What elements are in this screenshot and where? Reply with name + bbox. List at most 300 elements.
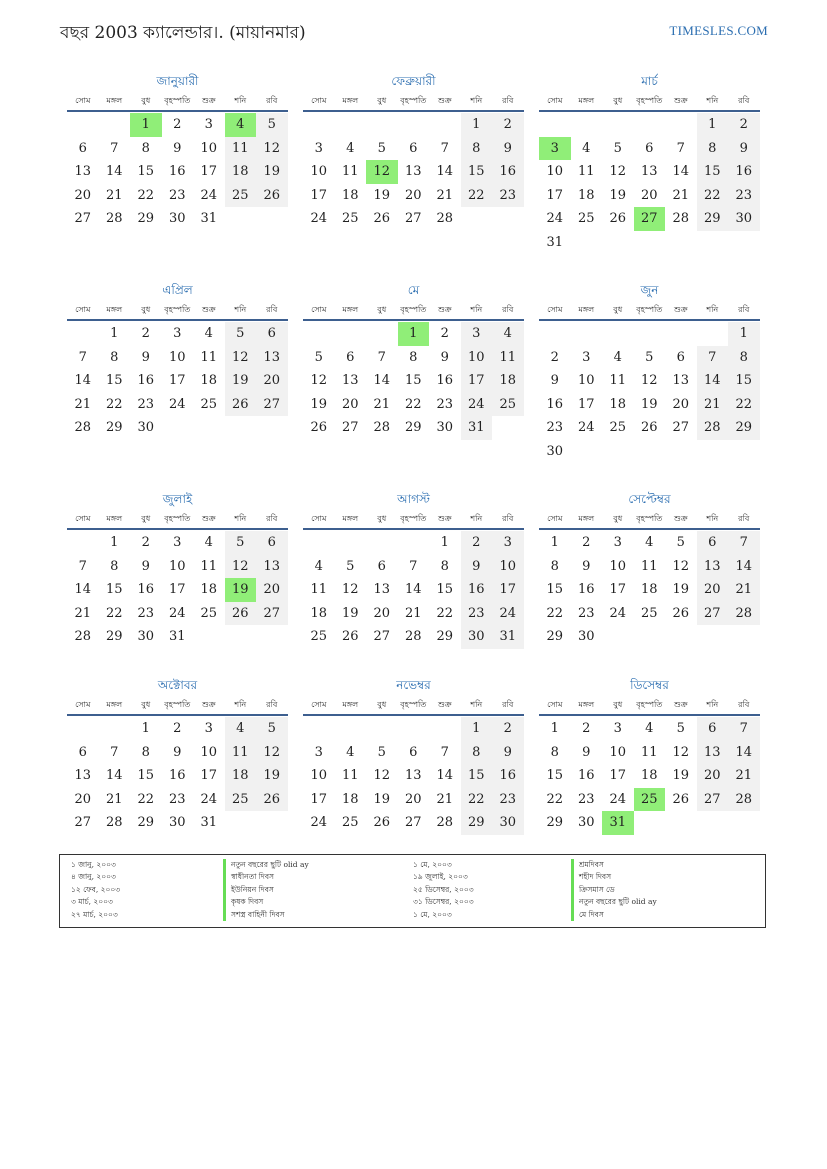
day-cell[interactable]: 29 [404, 420, 422, 436]
day-cell[interactable]: 8 [110, 558, 119, 574]
day-cell[interactable]: 19 [609, 187, 627, 203]
day-cell[interactable]: 4 [204, 326, 213, 341]
day-cell[interactable]: 23 [137, 605, 155, 621]
day-cell[interactable]: 3 [461, 322, 493, 346]
day-cell[interactable]: 12 [225, 555, 257, 579]
day-cell[interactable]: 22 [546, 605, 564, 621]
day-cell[interactable]: 27 [256, 393, 288, 417]
day-cell[interactable]: 1 [440, 535, 449, 550]
holiday-day[interactable]: 31 [602, 811, 634, 835]
brand-link[interactable]: TIMESLES.COM [669, 23, 768, 38]
day-cell[interactable]: 9 [728, 137, 760, 161]
day-cell[interactable]: 16 [546, 396, 564, 412]
day-cell[interactable]: 12 [225, 346, 257, 370]
day-cell[interactable]: 13 [256, 346, 288, 370]
day-cell[interactable]: 18 [640, 768, 658, 784]
day-cell[interactable]: 3 [173, 535, 182, 550]
day-cell[interactable]: 5 [645, 349, 654, 365]
day-cell[interactable]: 22 [546, 791, 564, 807]
day-cell[interactable]: 19 [225, 369, 257, 393]
day-cell[interactable]: 14 [728, 555, 760, 579]
day-cell[interactable]: 26 [256, 788, 288, 812]
day-cell[interactable]: 24 [609, 791, 627, 807]
day-cell[interactable]: 24 [168, 396, 186, 412]
day-cell[interactable]: 24 [609, 605, 627, 621]
day-cell[interactable]: 30 [168, 211, 186, 227]
day-cell[interactable]: 30 [728, 207, 760, 231]
day-cell[interactable]: 3 [613, 535, 622, 550]
day-cell[interactable]: 30 [137, 420, 155, 436]
day-cell[interactable]: 23 [492, 788, 524, 812]
day-cell[interactable]: 14 [728, 741, 760, 765]
day-cell[interactable]: 26 [609, 211, 627, 227]
day-cell[interactable]: 17 [168, 582, 186, 598]
day-cell[interactable]: 15 [137, 768, 155, 784]
day-cell[interactable]: 18 [609, 396, 627, 412]
day-cell[interactable]: 30 [137, 629, 155, 645]
day-cell[interactable]: 7 [78, 558, 87, 574]
day-cell[interactable]: 5 [225, 531, 257, 555]
day-cell[interactable]: 26 [672, 791, 690, 807]
day-cell[interactable]: 24 [546, 211, 564, 227]
day-cell[interactable]: 27 [404, 815, 422, 831]
day-cell[interactable]: 14 [74, 582, 92, 598]
day-cell[interactable]: 20 [672, 396, 690, 412]
day-cell[interactable]: 8 [110, 349, 119, 365]
day-cell[interactable]: 25 [200, 605, 218, 621]
day-cell[interactable]: 5 [676, 721, 685, 736]
day-cell[interactable]: 4 [645, 535, 654, 550]
day-cell[interactable]: 20 [640, 187, 658, 203]
day-cell[interactable]: 16 [168, 768, 186, 784]
day-cell[interactable]: 17 [461, 369, 493, 393]
day-cell[interactable]: 21 [697, 393, 729, 417]
day-cell[interactable]: 10 [310, 768, 328, 784]
day-cell[interactable]: 10 [546, 164, 564, 180]
day-cell[interactable]: 8 [440, 558, 449, 574]
day-cell[interactable]: 25 [577, 211, 595, 227]
day-cell[interactable]: 19 [341, 605, 359, 621]
day-cell[interactable]: 2 [582, 721, 591, 736]
day-cell[interactable]: 16 [577, 582, 595, 598]
day-cell[interactable]: 20 [256, 578, 288, 602]
day-cell[interactable]: 6 [256, 531, 288, 555]
day-cell[interactable]: 6 [676, 349, 685, 365]
day-cell[interactable]: 11 [341, 768, 359, 784]
day-cell[interactable]: 19 [310, 396, 328, 412]
day-cell[interactable]: 8 [697, 137, 729, 161]
day-cell[interactable]: 10 [461, 346, 493, 370]
day-cell[interactable]: 5 [256, 717, 288, 741]
day-cell[interactable]: 5 [676, 535, 685, 550]
day-cell[interactable]: 11 [225, 137, 257, 161]
day-cell[interactable]: 1 [110, 535, 119, 550]
day-cell[interactable]: 3 [173, 326, 182, 341]
day-cell[interactable]: 25 [609, 420, 627, 436]
day-cell[interactable]: 7 [697, 346, 729, 370]
day-cell[interactable]: 15 [461, 160, 493, 184]
day-cell[interactable]: 24 [577, 420, 595, 436]
day-cell[interactable]: 31 [200, 211, 218, 227]
day-cell[interactable]: 26 [310, 420, 328, 436]
day-cell[interactable]: 4 [314, 558, 323, 574]
day-cell[interactable]: 8 [461, 741, 493, 765]
day-cell[interactable]: 4 [346, 744, 355, 760]
day-cell[interactable]: 6 [409, 140, 418, 156]
day-cell[interactable]: 20 [74, 187, 92, 203]
day-cell[interactable]: 13 [373, 582, 391, 598]
day-cell[interactable]: 20 [404, 187, 422, 203]
day-cell[interactable]: 19 [672, 582, 690, 598]
day-cell[interactable]: 28 [697, 416, 729, 440]
day-cell[interactable]: 22 [461, 184, 493, 208]
day-cell[interactable]: 3 [314, 744, 323, 760]
day-cell[interactable]: 17 [310, 791, 328, 807]
day-cell[interactable]: 30 [546, 443, 564, 459]
day-cell[interactable]: 23 [577, 605, 595, 621]
day-cell[interactable]: 13 [341, 373, 359, 389]
day-cell[interactable]: 24 [461, 393, 493, 417]
day-cell[interactable]: 17 [200, 768, 218, 784]
day-cell[interactable]: 7 [78, 349, 87, 365]
holiday-day[interactable]: 25 [634, 788, 666, 812]
day-cell[interactable]: 25 [225, 788, 257, 812]
day-cell[interactable]: 8 [141, 744, 150, 760]
day-cell[interactable]: 9 [440, 349, 449, 365]
day-cell[interactable]: 4 [204, 535, 213, 550]
day-cell[interactable]: 13 [697, 741, 729, 765]
day-cell[interactable]: 13 [404, 164, 422, 180]
day-cell[interactable]: 10 [577, 373, 595, 389]
day-cell[interactable]: 7 [377, 349, 386, 365]
day-cell[interactable]: 13 [256, 555, 288, 579]
day-cell[interactable]: 3 [582, 349, 591, 365]
day-cell[interactable]: 16 [492, 764, 524, 788]
day-cell[interactable]: 29 [105, 420, 123, 436]
day-cell[interactable]: 29 [436, 629, 454, 645]
day-cell[interactable]: 13 [74, 768, 92, 784]
day-cell[interactable]: 8 [461, 137, 493, 161]
day-cell[interactable]: 9 [141, 558, 150, 574]
day-cell[interactable]: 25 [200, 396, 218, 412]
day-cell[interactable]: 28 [373, 420, 391, 436]
day-cell[interactable]: 16 [168, 164, 186, 180]
day-cell[interactable]: 5 [613, 140, 622, 156]
day-cell[interactable]: 31 [546, 234, 564, 250]
day-cell[interactable]: 16 [137, 582, 155, 598]
day-cell[interactable]: 29 [137, 815, 155, 831]
day-cell[interactable]: 2 [492, 113, 524, 137]
day-cell[interactable]: 23 [461, 602, 493, 626]
day-cell[interactable]: 7 [676, 140, 685, 156]
day-cell[interactable]: 18 [341, 791, 359, 807]
day-cell[interactable]: 21 [74, 605, 92, 621]
day-cell[interactable]: 17 [609, 768, 627, 784]
day-cell[interactable]: 31 [492, 625, 524, 649]
day-cell[interactable]: 14 [373, 373, 391, 389]
day-cell[interactable]: 15 [546, 582, 564, 598]
day-cell[interactable]: 2 [492, 717, 524, 741]
day-cell[interactable]: 13 [697, 555, 729, 579]
day-cell[interactable]: 29 [728, 416, 760, 440]
day-cell[interactable]: 18 [492, 369, 524, 393]
day-cell[interactable]: 2 [173, 117, 182, 132]
day-cell[interactable]: 28 [728, 602, 760, 626]
day-cell[interactable]: 27 [256, 602, 288, 626]
day-cell[interactable]: 17 [168, 373, 186, 389]
day-cell[interactable]: 9 [582, 744, 591, 760]
day-cell[interactable]: 27 [672, 420, 690, 436]
day-cell[interactable]: 26 [225, 602, 257, 626]
day-cell[interactable]: 26 [256, 184, 288, 208]
day-cell[interactable]: 6 [256, 322, 288, 346]
day-cell[interactable]: 30 [577, 629, 595, 645]
day-cell[interactable]: 13 [640, 164, 658, 180]
day-cell[interactable]: 29 [461, 811, 493, 835]
day-cell[interactable]: 21 [672, 187, 690, 203]
day-cell[interactable]: 30 [492, 811, 524, 835]
day-cell[interactable]: 2 [461, 531, 493, 555]
day-cell[interactable]: 15 [137, 164, 155, 180]
day-cell[interactable]: 18 [310, 605, 328, 621]
day-cell[interactable]: 15 [697, 160, 729, 184]
day-cell[interactable]: 7 [440, 744, 449, 760]
day-cell[interactable]: 22 [697, 184, 729, 208]
day-cell[interactable]: 19 [256, 764, 288, 788]
day-cell[interactable]: 14 [404, 582, 422, 598]
day-cell[interactable]: 2 [582, 535, 591, 550]
day-cell[interactable]: 11 [225, 741, 257, 765]
day-cell[interactable]: 16 [461, 578, 493, 602]
day-cell[interactable]: 1 [697, 113, 729, 137]
day-cell[interactable]: 30 [461, 625, 493, 649]
day-cell[interactable]: 4 [582, 140, 591, 156]
day-cell[interactable]: 20 [404, 791, 422, 807]
day-cell[interactable]: 6 [697, 717, 729, 741]
day-cell[interactable]: 8 [550, 744, 559, 760]
day-cell[interactable]: 28 [105, 815, 123, 831]
day-cell[interactable]: 29 [697, 207, 729, 231]
day-cell[interactable]: 7 [110, 140, 119, 156]
day-cell[interactable]: 21 [105, 187, 123, 203]
day-cell[interactable]: 12 [672, 744, 690, 760]
day-cell[interactable]: 7 [728, 531, 760, 555]
day-cell[interactable]: 12 [373, 768, 391, 784]
day-cell[interactable]: 30 [168, 815, 186, 831]
day-cell[interactable]: 10 [609, 558, 627, 574]
day-cell[interactable]: 21 [728, 764, 760, 788]
day-cell[interactable]: 23 [168, 187, 186, 203]
day-cell[interactable]: 24 [310, 815, 328, 831]
day-cell[interactable]: 4 [645, 721, 654, 736]
day-cell[interactable]: 8 [141, 140, 150, 156]
day-cell[interactable]: 21 [105, 791, 123, 807]
day-cell[interactable]: 20 [341, 396, 359, 412]
day-cell[interactable]: 16 [577, 768, 595, 784]
day-cell[interactable]: 18 [577, 187, 595, 203]
day-cell[interactable]: 8 [728, 346, 760, 370]
day-cell[interactable]: 27 [74, 211, 92, 227]
day-cell[interactable]: 24 [310, 211, 328, 227]
day-cell[interactable]: 29 [105, 629, 123, 645]
day-cell[interactable]: 29 [546, 815, 564, 831]
day-cell[interactable]: 4 [492, 322, 524, 346]
day-cell[interactable]: 27 [373, 629, 391, 645]
day-cell[interactable]: 7 [728, 717, 760, 741]
day-cell[interactable]: 14 [74, 373, 92, 389]
day-cell[interactable]: 10 [609, 744, 627, 760]
day-cell[interactable]: 24 [200, 791, 218, 807]
day-cell[interactable]: 22 [436, 605, 454, 621]
day-cell[interactable]: 22 [137, 791, 155, 807]
day-cell[interactable]: 17 [609, 582, 627, 598]
day-cell[interactable]: 21 [436, 187, 454, 203]
day-cell[interactable]: 15 [728, 369, 760, 393]
day-cell[interactable]: 6 [409, 744, 418, 760]
day-cell[interactable]: 24 [168, 605, 186, 621]
day-cell[interactable]: 3 [492, 531, 524, 555]
day-cell[interactable]: 30 [436, 420, 454, 436]
day-cell[interactable]: 20 [373, 605, 391, 621]
holiday-day[interactable]: 19 [225, 578, 257, 602]
day-cell[interactable]: 22 [105, 605, 123, 621]
day-cell[interactable]: 10 [492, 555, 524, 579]
day-cell[interactable]: 12 [640, 373, 658, 389]
day-cell[interactable]: 3 [204, 117, 213, 132]
day-cell[interactable]: 11 [200, 349, 218, 365]
day-cell[interactable]: 13 [404, 768, 422, 784]
day-cell[interactable]: 10 [200, 744, 218, 760]
day-cell[interactable]: 28 [74, 629, 92, 645]
holiday-day[interactable]: 12 [366, 160, 398, 184]
day-cell[interactable]: 22 [137, 187, 155, 203]
day-cell[interactable]: 11 [640, 558, 658, 574]
day-cell[interactable]: 25 [492, 393, 524, 417]
day-cell[interactable]: 18 [200, 373, 218, 389]
day-cell[interactable]: 23 [577, 791, 595, 807]
day-cell[interactable]: 7 [409, 558, 418, 574]
day-cell[interactable]: 12 [672, 558, 690, 574]
day-cell[interactable]: 24 [492, 602, 524, 626]
day-cell[interactable]: 9 [550, 373, 559, 389]
day-cell[interactable]: 19 [256, 160, 288, 184]
day-cell[interactable]: 30 [577, 815, 595, 831]
day-cell[interactable]: 14 [672, 164, 690, 180]
day-cell[interactable]: 25 [341, 815, 359, 831]
day-cell[interactable]: 17 [492, 578, 524, 602]
day-cell[interactable]: 12 [256, 137, 288, 161]
day-cell[interactable]: 10 [168, 349, 186, 365]
day-cell[interactable]: 15 [546, 768, 564, 784]
day-cell[interactable]: 5 [377, 140, 386, 156]
day-cell[interactable]: 11 [341, 164, 359, 180]
day-cell[interactable]: 11 [640, 744, 658, 760]
day-cell[interactable]: 22 [404, 396, 422, 412]
day-cell[interactable]: 26 [373, 211, 391, 227]
day-cell[interactable]: 22 [728, 393, 760, 417]
day-cell[interactable]: 9 [141, 349, 150, 365]
day-cell[interactable]: 20 [697, 578, 729, 602]
day-cell[interactable]: 23 [137, 396, 155, 412]
day-cell[interactable]: 5 [256, 113, 288, 137]
day-cell[interactable]: 23 [492, 184, 524, 208]
day-cell[interactable]: 27 [404, 211, 422, 227]
day-cell[interactable]: 4 [346, 140, 355, 156]
day-cell[interactable]: 5 [314, 349, 323, 365]
day-cell[interactable]: 19 [373, 791, 391, 807]
day-cell[interactable]: 15 [404, 373, 422, 389]
holiday-day[interactable]: 4 [225, 113, 257, 137]
holiday-day[interactable]: 3 [539, 137, 571, 161]
day-cell[interactable]: 9 [492, 137, 524, 161]
day-cell[interactable]: 21 [728, 578, 760, 602]
day-cell[interactable]: 26 [225, 393, 257, 417]
day-cell[interactable]: 23 [546, 420, 564, 436]
day-cell[interactable]: 8 [550, 558, 559, 574]
day-cell[interactable]: 22 [461, 788, 493, 812]
day-cell[interactable]: 7 [110, 744, 119, 760]
day-cell[interactable]: 26 [373, 815, 391, 831]
day-cell[interactable]: 31 [168, 629, 186, 645]
day-cell[interactable]: 1 [141, 721, 150, 736]
day-cell[interactable]: 31 [461, 416, 493, 440]
day-cell[interactable]: 10 [200, 140, 218, 156]
day-cell[interactable]: 12 [341, 582, 359, 598]
day-cell[interactable]: 28 [728, 788, 760, 812]
day-cell[interactable]: 28 [436, 211, 454, 227]
day-cell[interactable]: 6 [78, 744, 87, 760]
day-cell[interactable]: 15 [105, 373, 123, 389]
day-cell[interactable]: 10 [310, 164, 328, 180]
day-cell[interactable]: 21 [373, 396, 391, 412]
day-cell[interactable]: 18 [341, 187, 359, 203]
day-cell[interactable]: 2 [141, 326, 150, 341]
day-cell[interactable]: 13 [74, 164, 92, 180]
day-cell[interactable]: 6 [346, 349, 355, 365]
day-cell[interactable]: 29 [137, 211, 155, 227]
day-cell[interactable]: 17 [546, 187, 564, 203]
day-cell[interactable]: 12 [256, 741, 288, 765]
day-cell[interactable]: 23 [436, 396, 454, 412]
day-cell[interactable]: 10 [168, 558, 186, 574]
day-cell[interactable]: 12 [609, 164, 627, 180]
day-cell[interactable]: 21 [404, 605, 422, 621]
day-cell[interactable]: 6 [78, 140, 87, 156]
day-cell[interactable]: 1 [550, 535, 559, 550]
day-cell[interactable]: 6 [645, 140, 654, 156]
day-cell[interactable]: 16 [728, 160, 760, 184]
day-cell[interactable]: 20 [697, 764, 729, 788]
day-cell[interactable]: 15 [105, 582, 123, 598]
day-cell[interactable]: 11 [577, 164, 595, 180]
day-cell[interactable]: 28 [672, 211, 690, 227]
holiday-day[interactable]: 27 [634, 207, 666, 231]
day-cell[interactable]: 18 [640, 582, 658, 598]
day-cell[interactable]: 1 [461, 717, 493, 741]
day-cell[interactable]: 11 [492, 346, 524, 370]
day-cell[interactable]: 25 [640, 605, 658, 621]
day-cell[interactable]: 26 [672, 605, 690, 621]
day-cell[interactable]: 9 [173, 140, 182, 156]
day-cell[interactable]: 1 [550, 721, 559, 736]
day-cell[interactable]: 27 [697, 602, 729, 626]
day-cell[interactable]: 21 [436, 791, 454, 807]
day-cell[interactable]: 15 [461, 764, 493, 788]
day-cell[interactable]: 1 [461, 113, 493, 137]
day-cell[interactable]: 4 [613, 349, 622, 365]
day-cell[interactable]: 27 [341, 420, 359, 436]
day-cell[interactable]: 17 [200, 164, 218, 180]
